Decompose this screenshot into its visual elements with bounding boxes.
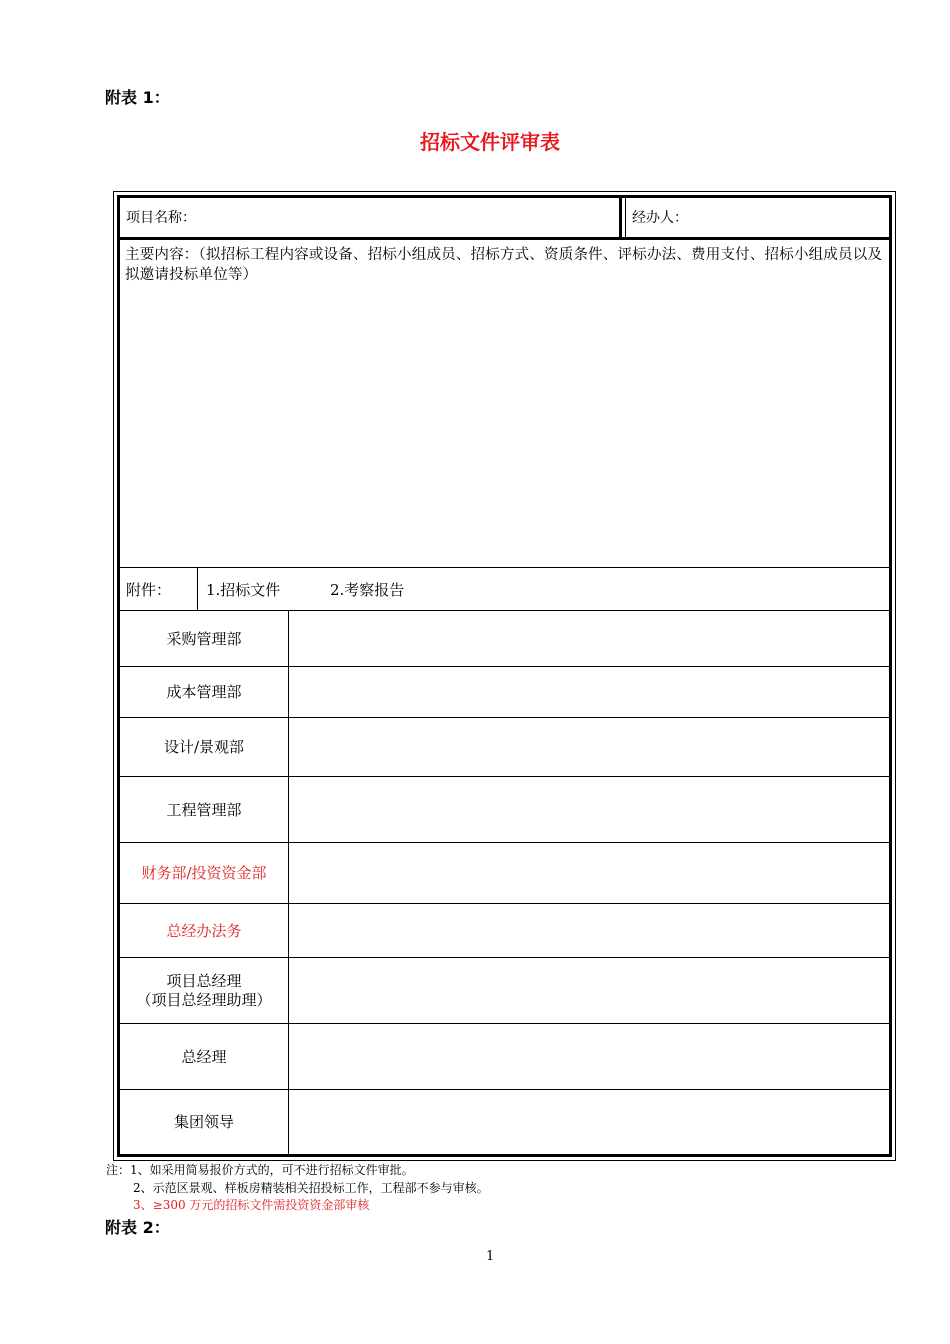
- row-divider: [117, 237, 892, 240]
- attachments-label: 附件：: [126, 581, 172, 599]
- approval-signature-field[interactable]: [289, 843, 889, 903]
- department-name: 设计/景观部: [163, 738, 245, 756]
- department-row: [120, 1090, 288, 1154]
- approval-signature-field[interactable]: [289, 1090, 889, 1154]
- department-row: [120, 958, 288, 1023]
- column-divider: [197, 567, 198, 610]
- department-subtitle: （项目总经理助理）: [136, 990, 272, 1009]
- main-content-field[interactable]: 主要内容：（拟招标工程内容或设备、招标小组成员、招标方式、资质条件、评标办法、费用支付、招标小组成员以及拟邀请投标单位等）: [125, 247, 883, 283]
- department-name: 工程管理部: [166, 800, 242, 819]
- department-name: 总经理: [181, 1047, 227, 1066]
- row-divider: [120, 567, 889, 568]
- column-divider: [619, 195, 622, 238]
- appendix-2-label: 附表 2：: [105, 1218, 170, 1237]
- department-name: 集团领导: [173, 1113, 234, 1131]
- department-name: 项目总经理: [166, 971, 242, 990]
- page-number: 1: [486, 1249, 495, 1264]
- department-row: [120, 611, 288, 666]
- appendix-1-label: 附表 1：: [105, 88, 170, 107]
- department-name: 成本管理部: [166, 683, 242, 701]
- department-row: [120, 667, 288, 717]
- project-name-label: 项目名称：: [126, 210, 196, 226]
- department-row: [120, 843, 288, 903]
- department-name: 采购管理部: [166, 629, 242, 648]
- approval-signature-field[interactable]: [289, 1024, 889, 1089]
- department-row: [120, 718, 288, 776]
- column-divider: [625, 195, 626, 238]
- department-name-highlighted: 财务部/投资资金部: [141, 864, 267, 882]
- handler-label: 经办人：: [632, 210, 688, 226]
- department-row: [120, 1024, 288, 1089]
- note-3: 3、≥300 万元的招标文件需投资资金部审核: [133, 1198, 370, 1212]
- approval-signature-field[interactable]: [289, 611, 889, 666]
- note-2: 2、示范区景观、样板房精装相关招投标工作，工程部不参与审核。: [133, 1181, 489, 1195]
- approval-signature-field[interactable]: [289, 904, 889, 957]
- department-name-highlighted: 总经办法务: [166, 921, 242, 940]
- document-title: 招标文件评审表: [420, 130, 560, 154]
- department-row: [120, 904, 288, 957]
- attachment-inspection-report: 2.考察报告: [330, 581, 405, 599]
- approval-signature-field[interactable]: [289, 718, 889, 776]
- approval-signature-field[interactable]: [289, 958, 889, 1023]
- attachment-tender-document: 1.招标文件: [206, 581, 281, 599]
- approval-signature-field[interactable]: [289, 667, 889, 717]
- department-row: [120, 777, 288, 842]
- approval-signature-field[interactable]: [289, 777, 889, 842]
- note-1: 注：1、如采用简易报价方式的，可不进行招标文件审批。: [106, 1163, 414, 1177]
